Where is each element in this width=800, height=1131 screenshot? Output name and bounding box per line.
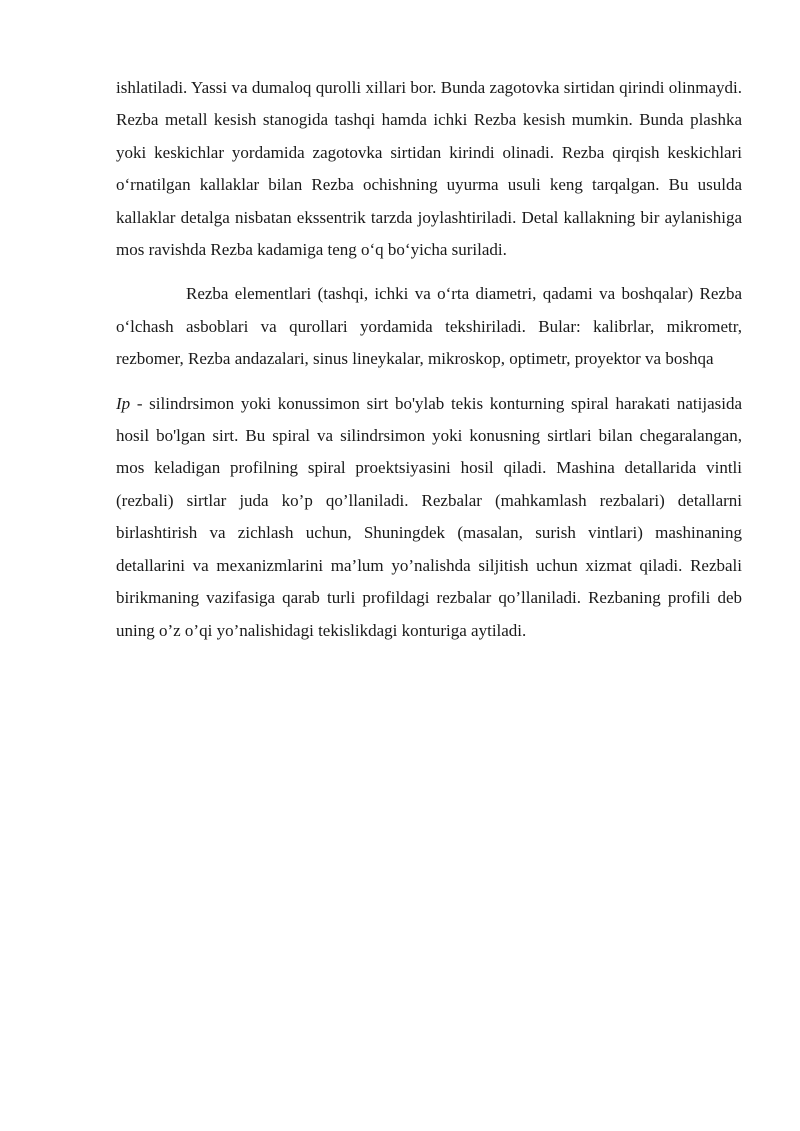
- term-ip: Ip: [116, 393, 131, 413]
- paragraph-thread-definition: [116, 388, 742, 647]
- document-body: [116, 72, 742, 647]
- paragraph-thread-elements: Rezba elementlari (tashqi, ichki va o‘rta diametri, qadami va boshqalar) Rezba o‘lchash asboblari va qurollari yordamida tekshiriladi. Bular: kalibrlar, mikrometr, rezbomer, Rezba andazalari, sinus lineykalar, mikroskop, optimetr, proyektor va boshqa: [116, 284, 742, 369]
- paragraph-threading-methods: ishlatiladi. Yassi va dumaloq qurolli xillari bor. Bunda zagotovka sirtidan qirindi olinmaydi. Rezba metall kesish stanogida tashqi hamda ichki Rezba kesish mumkin. Bunda plashka yoki keskichlar yordamida zagotovka sirtidan kirindi olinadi. Rezba qirqish keskichlari o‘rnatilgan kallaklar bilan Rezba ochishning uyurma usuli keng tarqalgan. Bu usulda kallaklar detalga nisbatan ekssentrik tarzda joylashtiriladi. Detal kallakning bir aylanishiga mos ravishda Rezba kadamiga teng o‘q bo‘yicha suriladi.: [116, 78, 742, 260]
- paragraph-thread-definition-text: - silindrsimon yoki konussimon sirt bo'ylab tekis konturning spiral harakati natijasida hosil bo'lgan sirt. Bu spiral va silindrsimon yoki konusning sirtlari bilan chegaralangan, mos keladigan profilning spiral proektsiyasini hosil qiladi. Mashina detallarida vintli (rezbali) sirtlar juda ko’p qo’llaniladi. Rezbalar (mahkamlash rezbalari) detallarni birlashtirish va zichlash uchun, Shuningdek (masalan, surish vintlari) mashinaning detallarini va mexanizmlarini ma’lum yo’nalishda siljitish uchun xizmat qiladi. Rezbali birikmaning vazifasiga qarab turli profildagi rezbalar qo’llaniladi. Rezbaning profili deb uning o’z o’qi yo’nalishidagi tekislikdagi konturiga aytiladi.: [116, 393, 742, 640]
